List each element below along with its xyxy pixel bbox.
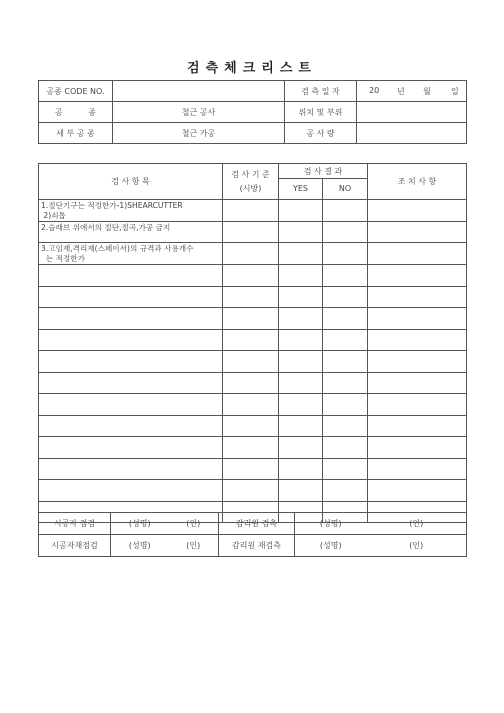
table-row	[39, 437, 467, 459]
contractor-seal[interactable]: (인)	[169, 513, 219, 535]
location-label: 위치 및 부위	[285, 102, 357, 123]
date-day-unit: 일	[451, 87, 459, 96]
no-cell[interactable]	[323, 265, 368, 287]
work-type-label: 공 종	[39, 102, 113, 123]
contractor-recheck-seal[interactable]: (인)	[169, 535, 219, 557]
date-year-unit: 년	[397, 87, 405, 96]
code-value-field[interactable]	[113, 81, 285, 102]
no-cell[interactable]	[323, 394, 368, 416]
no-cell[interactable]	[323, 351, 368, 373]
yes-cell[interactable]	[279, 351, 323, 373]
standard-cell[interactable]	[223, 221, 279, 243]
table-row	[39, 351, 467, 373]
no-cell[interactable]	[323, 415, 368, 437]
supervisor-reinspect-label: 감리원 재검측	[219, 535, 295, 557]
action-cell[interactable]	[368, 415, 467, 437]
date-year: 20	[369, 86, 380, 95]
standard-cell[interactable]	[223, 286, 279, 308]
signature-row	[39, 513, 467, 535]
work-type-value[interactable]: 철근 공사	[113, 102, 285, 123]
col-header-standard-line1: 검 사 기 준	[231, 169, 270, 179]
yes-cell[interactable]	[279, 415, 323, 437]
inspection-item: 3.고임재,격리재(스페이서)의 규격과 사용개수 는 적정한가	[39, 243, 223, 265]
contractor-recheck-name-field[interactable]: (성명)	[111, 535, 169, 557]
standard-cell[interactable]	[223, 394, 279, 416]
yes-cell[interactable]	[279, 308, 323, 330]
table-row	[39, 458, 467, 480]
standard-cell[interactable]	[223, 243, 279, 265]
standard-cell[interactable]	[223, 329, 279, 351]
supervisor-reinspect-name-field[interactable]: (성명)	[295, 535, 367, 557]
detail-work-value[interactable]: 철근 가공	[113, 123, 285, 144]
table-row	[39, 329, 467, 351]
action-cell[interactable]	[368, 458, 467, 480]
yes-cell[interactable]	[279, 480, 323, 502]
code-label: 공종 CODE NO.	[39, 81, 113, 102]
action-cell[interactable]	[368, 372, 467, 394]
standard-cell[interactable]	[223, 308, 279, 330]
inspection-item	[39, 437, 223, 459]
standard-cell[interactable]	[223, 372, 279, 394]
no-cell[interactable]	[323, 480, 368, 502]
standard-cell[interactable]	[223, 265, 279, 287]
col-header-no: NO	[323, 179, 368, 200]
location-value-field[interactable]	[357, 102, 467, 123]
no-cell[interactable]	[323, 329, 368, 351]
action-cell[interactable]	[368, 437, 467, 459]
inspection-item	[39, 458, 223, 480]
col-header-standard	[223, 164, 279, 200]
col-header-item: 검 사 항 목	[39, 164, 223, 200]
no-cell[interactable]	[323, 458, 368, 480]
col-header-action: 조 치 사 항	[368, 164, 467, 200]
detail-work-label: 세 부 공 종	[39, 123, 113, 144]
inspection-item	[39, 329, 223, 351]
table-row	[39, 265, 467, 287]
inspection-item	[39, 308, 223, 330]
inspection-item	[39, 394, 223, 416]
inspection-item	[39, 415, 223, 437]
yes-cell[interactable]	[279, 394, 323, 416]
yes-cell[interactable]	[279, 265, 323, 287]
inspection-item: 2.슬래브 위에서의 절단,절곡,가공 금지	[39, 221, 223, 243]
inspection-item	[39, 351, 223, 373]
action-cell[interactable]	[368, 308, 467, 330]
contractor-recheck-label: 시공자재점검	[39, 535, 111, 557]
table-row	[39, 394, 467, 416]
inspection-item	[39, 286, 223, 308]
no-cell[interactable]	[323, 308, 368, 330]
table-row	[39, 415, 467, 437]
date-value-field[interactable]	[357, 81, 467, 102]
supervisor-reinspect-seal[interactable]: (인)	[367, 535, 467, 557]
yes-cell[interactable]	[279, 372, 323, 394]
action-cell[interactable]	[368, 265, 467, 287]
yes-cell[interactable]	[279, 243, 323, 265]
action-cell[interactable]	[368, 480, 467, 502]
yes-cell[interactable]	[279, 286, 323, 308]
action-cell[interactable]	[368, 221, 467, 243]
standard-cell[interactable]	[223, 351, 279, 373]
table-row	[39, 308, 467, 330]
action-cell[interactable]	[368, 199, 467, 221]
table-row	[39, 480, 467, 502]
yes-cell[interactable]	[279, 329, 323, 351]
inspection-item: 1.절단기구는 적정한가-1)SHEARCUTTER 2)쇠톱	[39, 199, 223, 221]
col-header-yes: YES	[279, 179, 323, 200]
contractor-check-label: 시공자 점검	[39, 513, 111, 535]
yes-cell[interactable]	[279, 199, 323, 221]
table-row	[39, 221, 467, 243]
action-cell[interactable]	[368, 351, 467, 373]
no-cell[interactable]	[323, 437, 368, 459]
supervisor-inspect-label: 감리원 검측	[219, 513, 295, 535]
col-header-result: 검 사 결 과	[279, 164, 368, 179]
no-cell[interactable]	[323, 243, 368, 265]
signature-row	[39, 535, 467, 557]
yes-cell[interactable]	[279, 437, 323, 459]
table-row	[39, 286, 467, 308]
yes-cell[interactable]	[279, 221, 323, 243]
action-cell[interactable]	[368, 243, 467, 265]
inspection-table	[38, 163, 467, 523]
page-title: 검측체크리스트	[187, 61, 317, 76]
table-row	[39, 243, 467, 265]
inspection-item	[39, 265, 223, 287]
inspection-item	[39, 372, 223, 394]
quantity-value-field[interactable]	[357, 123, 467, 144]
no-cell[interactable]	[323, 199, 368, 221]
quantity-label: 공 사 량	[285, 123, 357, 144]
date-label: 검 측 일 자	[285, 81, 357, 102]
col-header-standard-line2: (시방)	[239, 183, 262, 193]
no-cell[interactable]	[323, 286, 368, 308]
standard-cell[interactable]	[223, 480, 279, 502]
table-row	[39, 372, 467, 394]
table-row	[39, 199, 467, 221]
action-cell[interactable]	[368, 286, 467, 308]
no-cell[interactable]	[323, 372, 368, 394]
contractor-name-field[interactable]: (성명)	[111, 513, 169, 535]
action-cell[interactable]	[368, 329, 467, 351]
header-info-table	[38, 80, 467, 144]
date-month-unit: 월	[423, 87, 431, 96]
standard-cell[interactable]	[223, 458, 279, 480]
standard-cell[interactable]	[223, 415, 279, 437]
yes-cell[interactable]	[279, 458, 323, 480]
no-cell[interactable]	[323, 221, 368, 243]
standard-cell[interactable]	[223, 199, 279, 221]
standard-cell[interactable]	[223, 437, 279, 459]
action-cell[interactable]	[368, 394, 467, 416]
supervisor-name-field[interactable]: (성명)	[295, 513, 367, 535]
supervisor-seal[interactable]: (인)	[367, 513, 467, 535]
signature-table	[38, 512, 467, 557]
inspection-item	[39, 480, 223, 502]
